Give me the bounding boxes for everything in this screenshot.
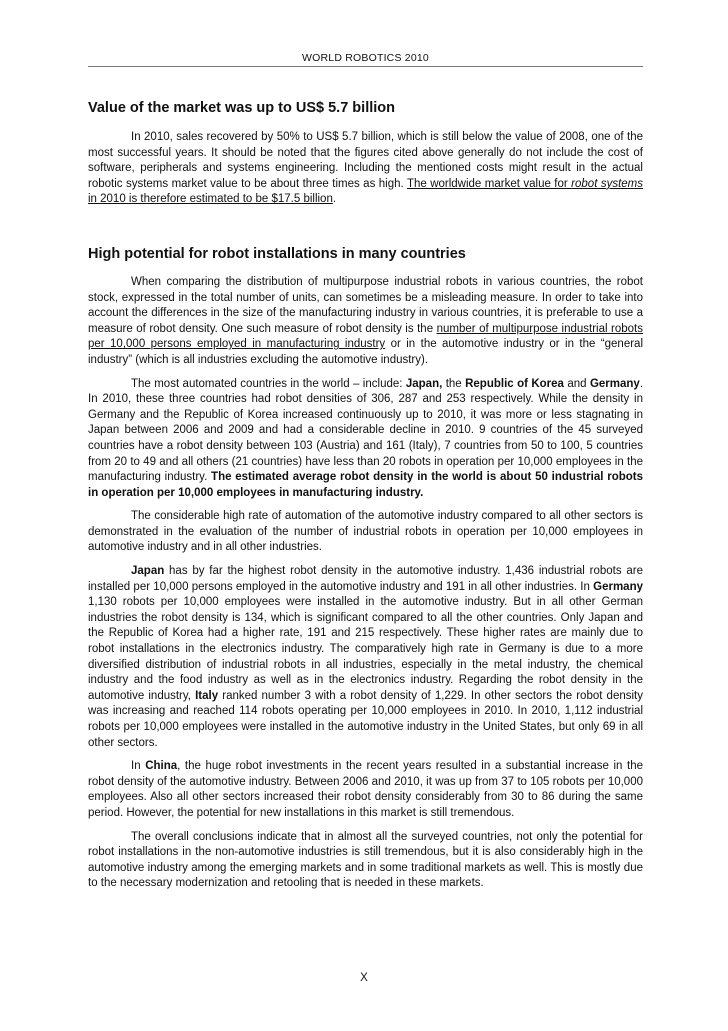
china-paragraph bbox=[88, 759, 643, 821]
bold-text: Japan, bbox=[405, 377, 443, 390]
section-title-market-value: Value of the market was up to US$ 5.7 billion bbox=[88, 100, 395, 116]
text-run: in 2010 is therefore estimated to be $17.5 billion bbox=[88, 193, 333, 206]
text-run: the bbox=[442, 377, 466, 390]
text-run: In 2010, sales recovered by 50% to US$ 5.7 billion, which is still below the value of 2008, one of the most successful years. It should be noted that the figures cited above generally do not include the cost of software, peripherals and systems engineering. Including the mentioned costs might result in the actual robotic systems market value to be about three times as high. bbox=[88, 131, 643, 190]
bold-text: China bbox=[145, 760, 178, 773]
text-run: has by far the highest robot density in the automotive industry. 1,436 industrial robots are installed per 10,000 persons employed in the automotive industry and 191 in all other industries. In bbox=[88, 565, 643, 593]
conclusions-paragraph: The overall conclusions indicate that in almost all the surveyed countries, not only the potential for robot installations in the non-automotive industries is still tremendous, but it is also considerably high in the automotive industry among the emerging markets and in some traditional markets as well. This is mostly due to the necessary modernization and retooling that is needed in these markets. bbox=[88, 830, 643, 890]
page-number: X bbox=[360, 972, 368, 984]
text-run: . In 2010, these three countries had robot densities of 306, 287 and 253 respectively. While the density in Germany and the Republic of Korea increased continuously up to 2010, it was more or less stagnating in Japan between 2006 and 2009 and had a considerable decline in 2010. 9 countries of the 45 surveyed countries have a robot density between 103 (Austria) and 161 (Italy), 7 countries from 50 to 100, 5 countries from 20 to 49 and all others (21 countries) have less than 20 robots in operation per 10,000 employees in the manufacturing industry. bbox=[88, 377, 644, 484]
text-run: The worldwide market value for bbox=[406, 177, 572, 190]
automotive-automation-paragraph: The considerable high rate of automation of the automotive industry compared to all other sectors is demonstrated in the evaluation of the number of industrial robots in operation per 10,000 employees in automotive industry and in all other industries. bbox=[88, 510, 643, 554]
document-body bbox=[88, 99, 643, 892]
bold-text: Republic of Korea bbox=[465, 377, 564, 390]
text-run: ranked number 3 with a robot density of 1,229. In other sectors the robot density was increasing and reached 114 robots operating per 10,000 employees in 2010. In 2010, 1,112 industrial robots per 10,000 employees were installed in the automotive industry in the United States, but only 69 in all other sectors. bbox=[88, 689, 643, 749]
text-run: 1,130 robots per 10,000 employees were installed in the automotive industry. But in all other German industries the robot density is 134, which is significant compared to all the other countries. Only Japan and the Republic of Korea had a higher rate, 191 and 215 respectively. These higher rates are mainly due to robot installations in the electronics industry. The comparatively high rate in Germany is due to a more diversified distribution of industrial robots in all industries, especially in the metal industry, the chemical industry and the food industry as well as in the electronics industry. Regarding the robot density in the automotive industry, bbox=[88, 596, 643, 702]
text-run: When comparing the distribution of multipurpose industrial robots in various countries, the robot stock, expressed in the total number of units, can sometimes be a misleading measure. In order to take into account the differences in the size of the manufacturing industry in various countries, it is preferable to use a measure of robot density. One such measure of robot density is the bbox=[88, 275, 643, 335]
running-header: WORLD ROBOTICS 2010 bbox=[302, 52, 429, 64]
robot-density-intro-paragraph bbox=[88, 275, 643, 369]
bold-text: Italy bbox=[195, 689, 219, 702]
most-automated-countries-paragraph bbox=[88, 377, 643, 502]
bold-text: The estimated average robot density in the world is about 50 industrial robots in operation per 10,000 employees in manufacturing industry. bbox=[88, 471, 643, 499]
bold-text: Japan bbox=[131, 565, 165, 578]
italic-text: robot systems bbox=[571, 177, 643, 190]
text-run: In bbox=[131, 760, 146, 773]
japan-germany-paragraph bbox=[88, 564, 643, 751]
underlined-text: number of multipurpose industrial robots per 10,000 persons employed in manufacturing industry bbox=[88, 322, 644, 351]
text-run: , the huge robot investments in the recent years resulted in a substantial increase in the robot density of the automotive industry. Between 2006 and 2010, it was up from 37 to 105 robots per 10,000 employees. Also all other sectors increased their robot density considerably from 30 to 86 during the same period. However, the potential for new installations in this market is still tremendous. bbox=[88, 760, 643, 819]
text-run: and bbox=[563, 377, 590, 390]
header-rule bbox=[88, 66, 643, 67]
bold-text: Germany bbox=[589, 377, 640, 390]
section-title-robot-potential: High potential for robot installations in many countries bbox=[88, 245, 466, 262]
bold-text: Germany bbox=[593, 580, 643, 593]
text-run: or in the automotive industry or in the “general industry” (which is all industries excluding the automotive industry). bbox=[88, 338, 643, 366]
text-run: . bbox=[332, 193, 337, 206]
text-run: The most automated countries in the world – include: bbox=[131, 377, 406, 390]
market-value-paragraph bbox=[88, 130, 643, 208]
